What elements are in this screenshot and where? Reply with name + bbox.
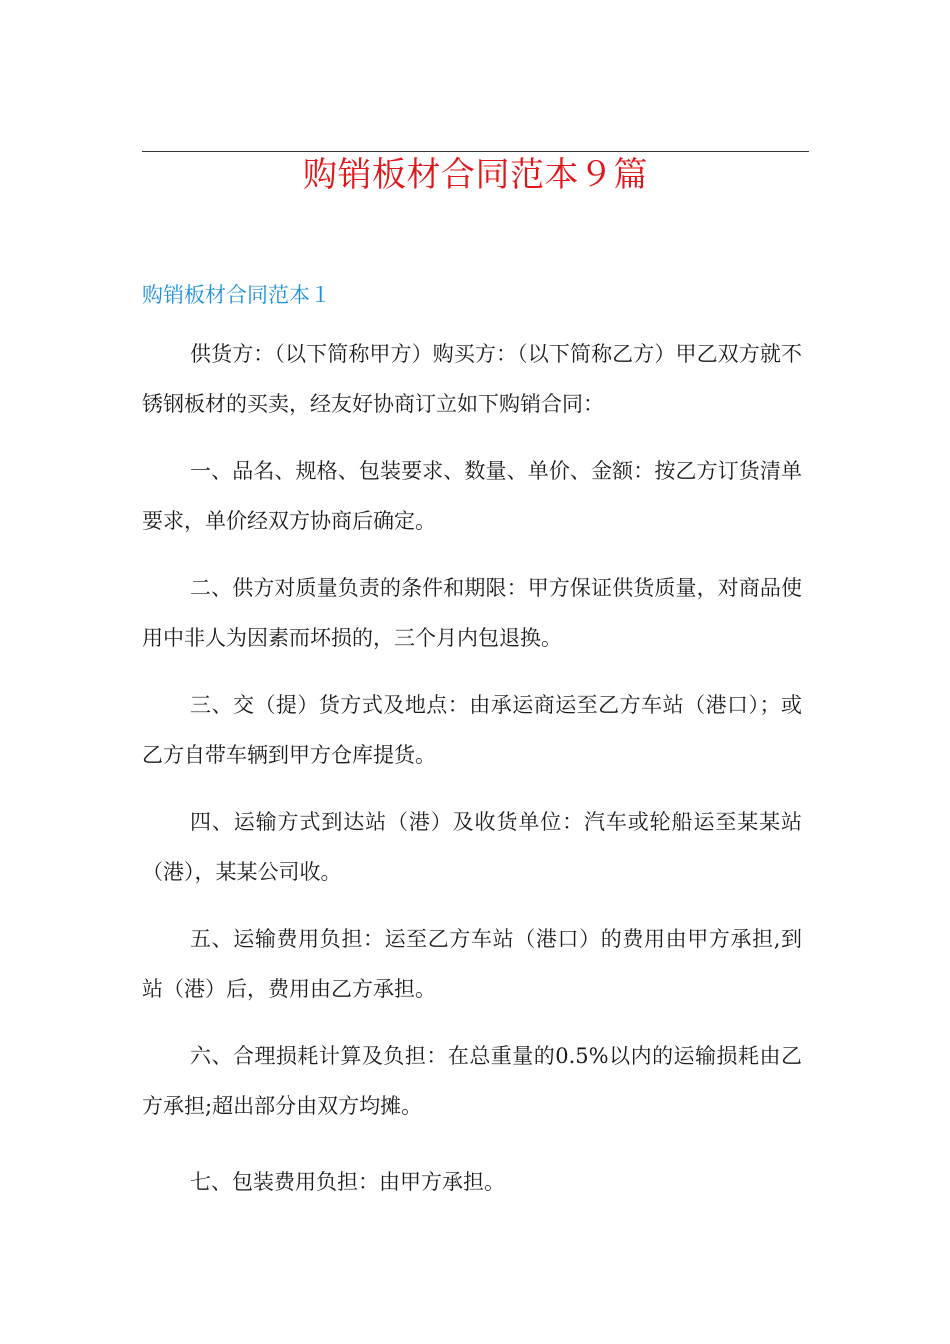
paragraph-clause-5: 五、运输费用负担：运至乙方车站（港口）的费用由甲方承担,到站（港）后，费用由乙方承担。 [142, 927, 802, 1001]
paragraph-parties: 供货方：（以下简称甲方）购买方：（以下简称乙方）甲乙双方就不锈钢板材的买卖，经友好协商订立如下购销合同： [142, 342, 802, 416]
paragraph-clause-4: 四、运输方式到达站（港）及收货单位：汽车或轮船运至某某站（港），某某公司收。 [142, 810, 802, 884]
paragraph-clause-7: 七、包装费用负担：由甲方承担。 [190, 1170, 505, 1194]
paragraph-clause-1: 一、品名、规格、包装要求、数量、单价、金额：按乙方订货清单要求，单价经双方协商后确定。 [142, 459, 802, 533]
section-heading: 购销板材合同范本１ [142, 283, 331, 307]
paragraph-clause-6: 六、合理损耗计算及负担：在总重量的0.5%以内的运输损耗由乙方承担;超出部分由双方均摊。 [142, 1044, 802, 1118]
paragraph-clause-2: 二、供方对质量负责的条件和期限：甲方保证供货质量，对商品使用中非人为因素而坏损的，三个月内包退换。 [142, 576, 802, 650]
document-title: 购销板材合同范本９篇 [303, 155, 648, 195]
paragraph-clause-3: 三、交（提）货方式及地点：由承运商运至乙方车站（港口）；或乙方自带车辆到甲方仓库提货。 [142, 693, 802, 767]
